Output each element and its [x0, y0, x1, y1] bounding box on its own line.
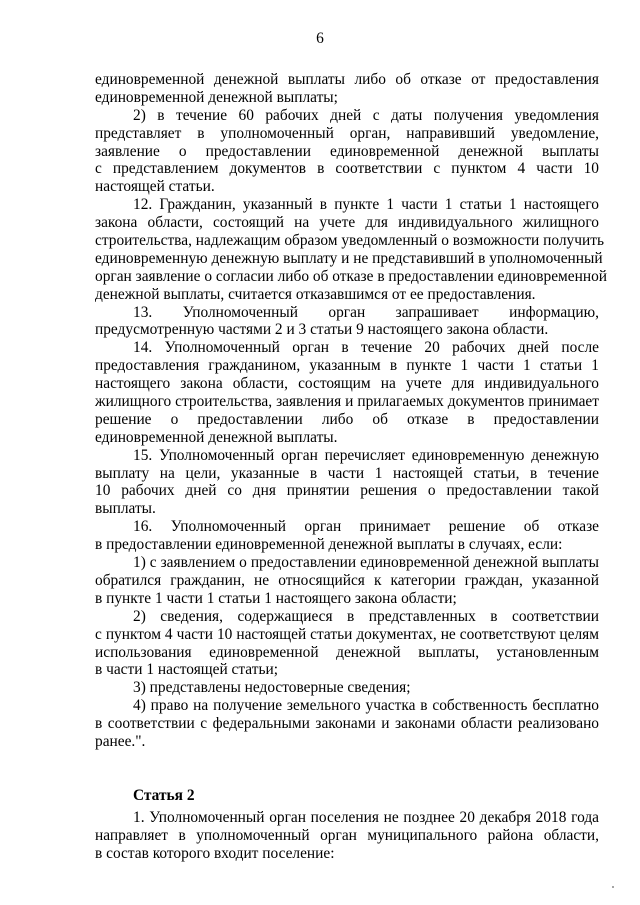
text-line: настоящей статьи. — [95, 178, 215, 196]
text-line: в состав которого входит поселение: — [95, 844, 335, 862]
text-line: обратился гражданин, не относящийся к категории граждан, указанной — [95, 571, 599, 589]
text-line: единовременной денежной выплаты либо об отказе от предоставления — [95, 71, 599, 88]
page-number: 6 — [316, 30, 324, 47]
text-line: с пунктом 4 части 10 настоящей статьи документах, не соответствуют целям — [95, 625, 599, 643]
text-line: с представлением документов в соответствии с пунктом 4 части 10 — [95, 160, 599, 178]
text-line: выплаты. — [95, 500, 156, 518]
text-line: жилищного строительства, заявления и прилагаемых документов принимает — [95, 393, 599, 411]
scan-speck — [612, 886, 614, 888]
text-line: в предоставлении единовременной денежной выплаты в случаях, если: — [95, 536, 563, 554]
text-line: представляет в уполномоченный орган, направивший уведомление, — [95, 124, 599, 142]
text-line: предусмотренную частями 2 и 3 статьи 9 настоящего закона области. — [95, 321, 549, 339]
text-line: орган заявление о согласии либо об отказе в предоставлении единовременной — [95, 267, 608, 285]
text-line: 12. Гражданин, указанный в пункте 1 части 1 статьи 1 настоящего — [133, 196, 599, 214]
text-line: строительства, надлежащим образом уведомленный о возможности получить — [95, 232, 604, 250]
section-gap — [95, 751, 599, 787]
text-line: заявление о предоставлении единовременной денежной выплаты — [95, 142, 599, 160]
text-line: 15. Уполномоченный орган перечисляет единовременную денежную — [133, 446, 599, 464]
text-line: 1) с заявлением о предоставлении единовременной денежной выплаты — [133, 554, 599, 572]
text-line: закона области, состоящий на учете для индивидуального жилищного — [95, 214, 599, 232]
text-line: ранее.". — [95, 732, 146, 750]
text-line: использования единовременной денежной выплаты, установленным — [95, 643, 599, 661]
text-line: 14. Уполномоченный орган в течение 20 рабочих дней после — [133, 339, 599, 357]
text-line: 10 рабочих дней со дня принятии решения о предоставлении такой — [95, 482, 599, 500]
text-line: денежной выплаты, считается отказавшимся от ее предоставления. — [95, 285, 536, 303]
document-body — [95, 71, 608, 862]
text-line: настоящего закона области, состоящим на учете для индивидуального — [95, 375, 599, 393]
text-line: 1. Уполномоченный орган поселения не позднее 20 декабря 2018 года — [133, 808, 599, 826]
text-line: единовременной денежной выплаты; — [95, 88, 338, 106]
text-line: 4) право на получение земельного участка в собственность бесплатно — [133, 697, 599, 715]
article-heading: Статья 2 — [133, 786, 195, 804]
text-line: единовременную денежную выплату и не представивший в уполномоченный — [95, 249, 603, 267]
text-line: решение о предоставлении либо об отказе в предоставлении — [95, 410, 599, 428]
text-line: выплату на цели, указанные в части 1 настоящей статьи, в течение — [95, 464, 599, 482]
text-line: в пункте 1 части 1 статьи 1 настоящего закона области; — [95, 589, 457, 607]
text-line: 3) представлены недостоверные сведения; — [133, 679, 411, 697]
text-line: 2) сведения, содержащиеся в представленных в соответствии — [133, 607, 599, 625]
text-line: в части 1 настоящей статьи; — [95, 661, 278, 679]
text-line: 2) в течение 60 рабочих дней с даты получения уведомления — [133, 106, 599, 124]
text-line: предоставления гражданином, указанным в пункте 1 части 1 статьи 1 — [95, 357, 599, 375]
text-line: 13. Уполномоченный орган запрашивает информацию, — [133, 303, 599, 321]
text-line: единовременной денежной выплаты. — [95, 428, 338, 446]
text-line: направляет в уполномоченный орган муниципального района области, — [95, 826, 599, 844]
text-line: 16. Уполномоченный орган принимает решение об отказе — [133, 518, 599, 536]
text-line: в соответствии с федеральными законами и законами области реализовано — [95, 715, 599, 733]
